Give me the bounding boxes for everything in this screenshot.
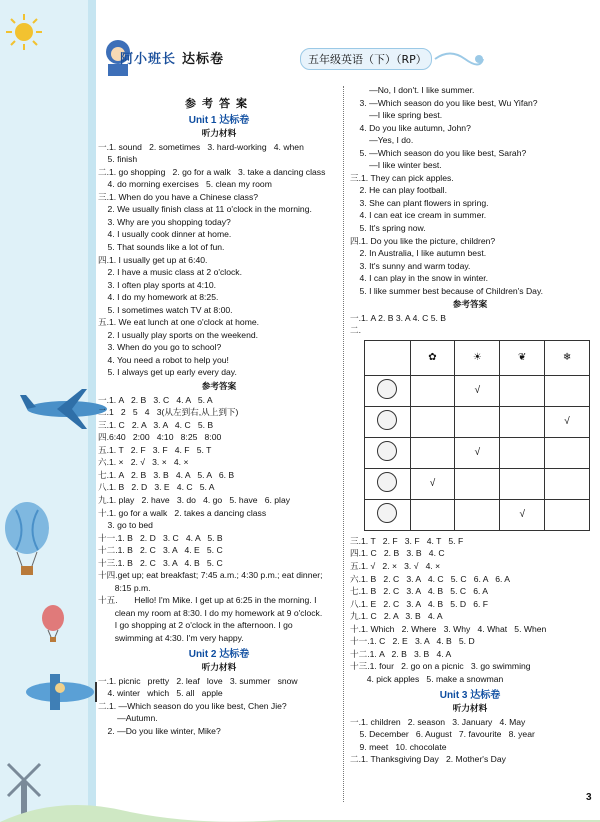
text-line: 五.1. We eat lunch at one o'clock at home. bbox=[98, 317, 260, 328]
text-line: 5. I like summer best because of Children's Day. bbox=[350, 285, 544, 296]
autumn-picture: ❦ bbox=[500, 340, 545, 375]
listening-label-2: 听力材料 bbox=[201, 662, 237, 673]
answers-label: 参考答案 bbox=[201, 381, 237, 392]
answer-line: 一.1. A 2. B 3. A 4. C 5. B bbox=[350, 312, 447, 323]
text-line: 5. December 6. August 7. favourite 8. year bbox=[350, 729, 535, 740]
airplane-icon bbox=[12, 385, 112, 433]
text-line: 十二.1. B 2. C 3. A 4. E 5. C bbox=[98, 545, 223, 556]
text-line: 十.1. go for a walk 2. takes a dancing class bbox=[98, 507, 267, 518]
text-line: 四.1. Do you like the picture, children? bbox=[350, 235, 496, 246]
text-line: 4. I usually cook dinner at home. bbox=[98, 229, 232, 240]
text-line: 一.1. picnic pretty 2. leaf love 3. summer snow bbox=[98, 675, 298, 686]
text-line: 十二.1. A 2. B 3. B 4. A bbox=[350, 648, 452, 659]
text-line: 一.1. A 2. B 3. C 4. A 5. A bbox=[98, 394, 213, 405]
text-line: 2. I usually play sports on the weekend. bbox=[98, 329, 259, 340]
main-title: 参考答案 bbox=[185, 97, 253, 110]
text-line: 3. go to bed bbox=[98, 520, 153, 531]
text-line: 9. meet 10. chocolate bbox=[350, 741, 447, 752]
text-line: 九.1. play 2. have 3. do 4. go 5. have 6. play bbox=[98, 494, 291, 505]
text-line: 8:15 p.m. bbox=[98, 582, 151, 593]
text-line: 4. winter which 5. all apple bbox=[98, 688, 223, 699]
grid-cell bbox=[545, 468, 590, 499]
season-grid bbox=[364, 340, 590, 531]
text-line: 5. finish bbox=[98, 154, 138, 165]
text-line: 3. When do you go to school? bbox=[98, 342, 222, 353]
unit3-listening-lines bbox=[350, 716, 590, 766]
text-line: 5. I sometimes watch TV at 8:00. bbox=[98, 304, 233, 315]
summer-picture: ☀ bbox=[455, 340, 500, 375]
unit2-listening-lines bbox=[98, 675, 340, 738]
text-line: 3. —Which season do you like best, Wu Yifan? bbox=[350, 97, 538, 108]
text-line: 二.1 2 5 4 3(从左到右,从上到下) bbox=[98, 407, 239, 418]
text-line: 五.1. √ 2. × 3. √ 4. × bbox=[350, 561, 441, 572]
grid-corner bbox=[365, 340, 411, 375]
grid-cell bbox=[500, 437, 545, 468]
grid-check: √ bbox=[545, 406, 590, 437]
logo-tag: 达标卷 bbox=[182, 52, 225, 67]
text-line: clean my room at 8:30. I do my homework at 9 o'clock. bbox=[98, 607, 323, 618]
text-line: —I like spring best. bbox=[350, 110, 443, 121]
swirl-decoration bbox=[395, 48, 485, 70]
text-line: 2. He can play football. bbox=[350, 185, 447, 196]
text-line: —No, I don't. I like summer. bbox=[350, 85, 475, 95]
text-line: 3. Why are you shopping today? bbox=[98, 216, 231, 227]
text-line: 4. do morning exercises 5. clean my room bbox=[98, 179, 272, 190]
text-line: 3. She can plant flowers in spring. bbox=[350, 197, 489, 208]
text-line: 2. We usually finish class at 11 o'clock in the morning. bbox=[98, 204, 312, 215]
logo-text bbox=[120, 48, 224, 67]
page-number: 3 bbox=[586, 792, 592, 803]
grid-cell bbox=[545, 499, 590, 530]
text-line: 八.1. B 2. D 3. E 4. C 5. A bbox=[98, 482, 215, 493]
text-line: 七.1. B 2. C 3. A 4. B 5. C 6. A bbox=[350, 586, 489, 597]
text-line: 三.1. When do you have a Chinese class? bbox=[98, 191, 259, 202]
grid-check: √ bbox=[455, 437, 500, 468]
left-column bbox=[98, 92, 340, 737]
unit2-answer-lines bbox=[350, 535, 590, 686]
grid-cell bbox=[545, 437, 590, 468]
text-line: 5. I always get up early every day. bbox=[98, 367, 237, 378]
unit1-title: Unit 1 达标卷 bbox=[188, 114, 250, 126]
text-line: 六.1. B 2. C 3. A 4. C 5. C 6. A 6. A bbox=[350, 573, 511, 584]
text-line: —Autumn. bbox=[98, 713, 158, 724]
text-line: 4. pick apples 5. make a snowman bbox=[350, 673, 504, 684]
text-line: 4. I can eat ice cream in summer. bbox=[350, 210, 487, 221]
logo-label: 阿小班长 bbox=[120, 52, 177, 67]
listening-label: 听力材料 bbox=[201, 128, 237, 139]
hills-decoration bbox=[0, 790, 600, 822]
text-line: 八.1. E 2. C 3. A 4. B 5. D 6. F bbox=[350, 598, 489, 609]
text-line: 十三.1. B 2. C 3. A 4. B 5. C bbox=[98, 557, 223, 568]
text-line: —I like winter best. bbox=[350, 160, 442, 171]
right-column bbox=[350, 84, 590, 766]
text-line: 六.1. × 2. √ 3. × 4. × bbox=[98, 457, 189, 468]
spring-picture: ✿ bbox=[410, 340, 455, 375]
text-line: 十三.1. four 2. go on a picnic 3. go swimming bbox=[350, 661, 531, 672]
unit3-title: Unit 3 达标卷 bbox=[439, 689, 501, 701]
child-1 bbox=[365, 375, 411, 406]
grid-cell bbox=[500, 468, 545, 499]
child-5 bbox=[365, 499, 411, 530]
unit2-listening-continued bbox=[350, 84, 590, 297]
text-line: 十.1. Which 2. Where 3. Why 4. What 5. When bbox=[350, 623, 547, 634]
text-line: 十一.1. B 2. D 3. C 4. A 5. B bbox=[98, 532, 223, 543]
grid-cell bbox=[410, 499, 455, 530]
text-line: 4. You need a robot to help you! bbox=[98, 354, 229, 365]
text-line: 四.6:40 2:00 4:10 8:25 8:00 bbox=[98, 432, 222, 443]
child-2 bbox=[365, 406, 411, 437]
text-line: 十五. Hello! I'm Mike. I get up at 6:25 in the morning. I bbox=[98, 595, 317, 606]
grid-cell bbox=[410, 375, 455, 406]
text-line: 七.1. A 2. B 3. B 4. A 5. A 6. B bbox=[98, 469, 235, 480]
text-line: 3. I often play sports at 4:10. bbox=[98, 279, 216, 290]
text-line: 5. It's spring now. bbox=[350, 223, 426, 234]
grid-check: √ bbox=[410, 468, 455, 499]
hot-air-balloon-icon bbox=[2, 500, 52, 580]
text-line: 4. I can play in the snow in winter. bbox=[350, 273, 489, 284]
text-line: 九.1. C 2. A 3. B 4. A bbox=[350, 611, 443, 622]
text-line: 一.1. children 2. season 3. January 4. May bbox=[350, 716, 526, 727]
grid-check: √ bbox=[500, 499, 545, 530]
text-line: 二.1. Thanksgiving Day 2. Mother's Day bbox=[350, 754, 506, 765]
grid-cell bbox=[500, 406, 545, 437]
answers-label-right: 参考答案 bbox=[452, 299, 488, 310]
text-line: 三.1. C 2. A 3. A 4. C 5. B bbox=[98, 419, 214, 430]
text-line: I go shopping at 2 o'clock in the afternoon. I go bbox=[98, 620, 293, 631]
grid-cell bbox=[410, 437, 455, 468]
propeller-plane-icon bbox=[10, 660, 106, 720]
text-line: 5. —Which season do you like best, Sarah? bbox=[350, 147, 527, 158]
text-line: 四.1. C 2. B 3. B 4. C bbox=[350, 548, 445, 559]
text-line: 4. I do my homework at 8:25. bbox=[98, 292, 219, 303]
text-line: 2. —Do you like winter, Mike? bbox=[98, 725, 221, 736]
unit1-listening-lines bbox=[98, 141, 340, 379]
text-line: —Yes, I do. bbox=[350, 135, 414, 146]
grid-check: √ bbox=[455, 375, 500, 406]
child-4 bbox=[365, 468, 411, 499]
grid-cell bbox=[455, 406, 500, 437]
text-line: 5. That sounds like a lot of fun. bbox=[98, 242, 225, 253]
grid-cell bbox=[455, 468, 500, 499]
text-line: 十一.1. C 2. E 3. A 4. B 5. D bbox=[350, 636, 475, 647]
text-line: 十四.get up; eat breakfast; 7:45 a.m.; 4:30 p.m.; eat dinner; bbox=[98, 570, 323, 581]
text-line: 4. Do you like autumn, John? bbox=[350, 122, 471, 133]
unit1-answer-lines bbox=[98, 394, 340, 645]
text-line: 2. In Australia, I like autumn best. bbox=[350, 248, 487, 259]
grid-cell bbox=[455, 499, 500, 530]
text-line: 五.1. T 2. F 3. F 4. F 5. T bbox=[98, 444, 212, 455]
text-line: 一.1. sound 2. sometimes 3. hard-working 4. when bbox=[98, 141, 304, 152]
small-balloon-icon bbox=[40, 604, 66, 644]
grid-cell bbox=[545, 375, 590, 406]
subject-label: 五年级英语（下）（RP） bbox=[308, 53, 427, 66]
listening-label-3: 听力材料 bbox=[452, 703, 488, 714]
text-line: 3. It's sunny and warm today. bbox=[350, 260, 471, 271]
answer-line: 二. bbox=[350, 325, 361, 336]
unit2-title: Unit 2 达标卷 bbox=[188, 648, 250, 660]
text-line: 三.1. They can pick apples. bbox=[350, 172, 454, 183]
sun-icon bbox=[4, 12, 44, 52]
child-3 bbox=[365, 437, 411, 468]
text-line: 二.1. go shopping 2. go for a walk 3. take a dancing class bbox=[98, 166, 326, 177]
grid-cell bbox=[500, 375, 545, 406]
text-line: 四.1. I usually get up at 6:40. bbox=[98, 254, 208, 265]
grid-cell bbox=[410, 406, 455, 437]
winter-picture: ❄ bbox=[545, 340, 590, 375]
text-line: 二.1. —Which season do you like best, Chen Jie? bbox=[98, 700, 287, 711]
text-line: swimming at 4:30. I'm very happy. bbox=[98, 632, 244, 643]
column-divider bbox=[343, 86, 345, 802]
text-line: 2. I have a music class at 2 o'clock. bbox=[98, 267, 242, 278]
text-line: 三.1. T 2. F 3. F 4. T 5. F bbox=[350, 535, 464, 546]
